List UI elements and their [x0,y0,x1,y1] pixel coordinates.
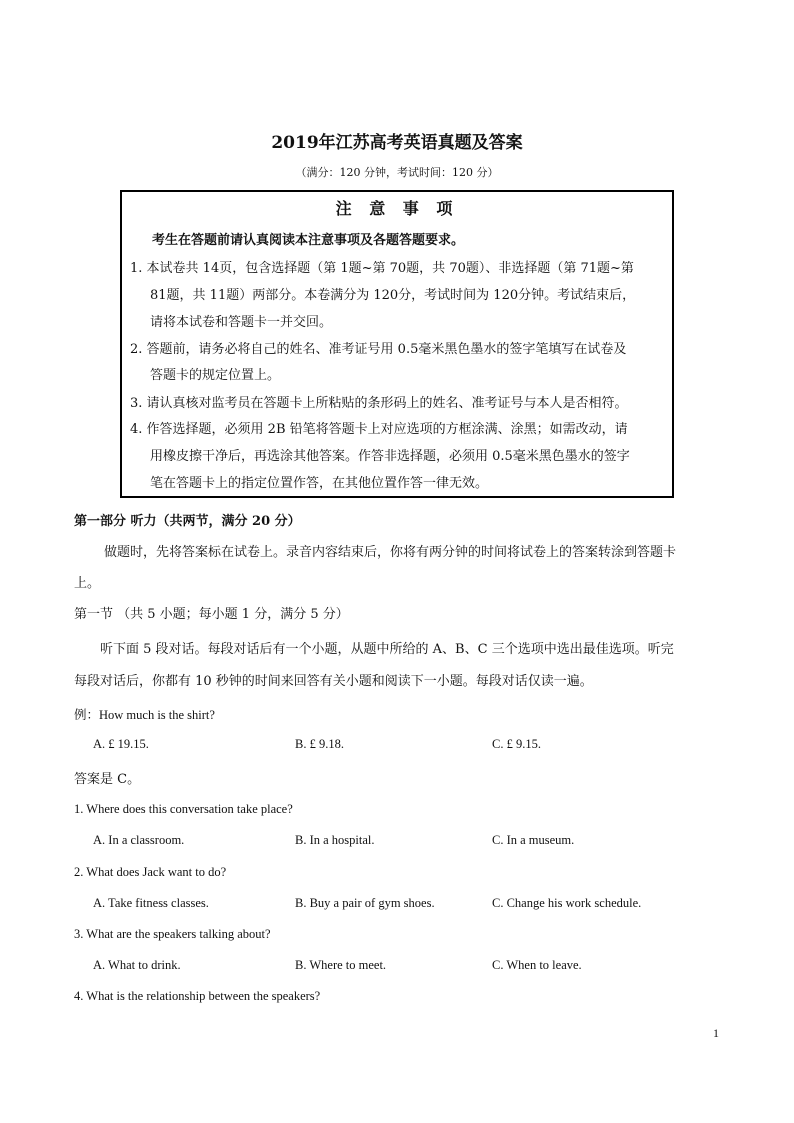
page-subtitle: （满分：120 分钟，考试时间：120 分） [295,166,499,179]
notice-line: 4. 作答选择题，必须用 2B 铅笔将答题卡上对应选项的方框涂满、涂黑；如需改动，请 [130,422,628,437]
question-3-option-c: C. When to leave. [492,958,582,972]
question-4: 4. What is the relationship between the speakers? [74,989,321,1003]
notice-line: 2. 答题前，请务必将自己的姓名、准考证号用 0.5毫米黑色墨水的签字笔填写在试卷及 [130,342,627,357]
question-2: 2. What does Jack want to do? [74,865,227,879]
question-1-option-b: B. In a hospital. [295,833,375,847]
notice-box [120,190,674,498]
example-option-c: C. £ 9.15. [492,737,541,751]
part1-intro-line: 上。 [74,576,101,591]
part1-heading: 第一部分 听力（共两节，满分 20 分） [74,514,301,529]
notice-line: 1. 本试卷共 14页，包含选择题（第 1题~第 70题，共 70题）、非选择题（第 71题~第 [130,261,634,276]
question-2-option-c: C. Change his work schedule. [492,896,642,910]
page-title: 2019年江苏高考英语真题及答案 [271,133,523,153]
notice-title: 注 意 事 项 [335,199,459,218]
question-3-option-a: A. What to drink. [93,958,181,972]
question-1-option-a: A. In a classroom. [93,833,185,847]
notice-line: 答题卡的规定位置上。 [150,368,281,383]
notice-line: 3. 请认真核对监考员在答题卡上所粘贴的条形码上的姓名、准考证号与本人是否相符。 [130,396,628,411]
question-1-option-c: C. In a museum. [492,833,575,847]
example-prompt: 例：How much is the shirt? [74,708,215,722]
question-2-option-a: A. Take fitness classes. [93,896,209,910]
question-3: 3. What are the speakers talking about? [74,927,271,941]
question-3-option-b: B. Where to meet. [295,958,387,972]
section1-intro-line: 每段对话后，你都有 10 秒钟的时间来回答有关小题和阅读下一小题。每段对话仅读一遍。 [74,674,593,689]
question-1: 1. Where does this conversation take place? [74,802,293,816]
part1-intro-line: 做题时，先将答案标在试卷上。录音内容结束后，你将有两分钟的时间将试卷上的答案转涂到答题卡 [104,545,677,560]
example-answer: 答案是 C。 [74,772,141,787]
section1-heading: 第一节 （共 5 小题；每小题 1 分，满分 5 分） [74,607,349,622]
notice-intro: 考生在答题前请认真阅读本注意事项及各题答题要求。 [152,233,465,248]
example-option-a: A. £ 19.15. [93,737,149,751]
notice-line: 请将本试卷和答题卡一并交回。 [150,315,333,330]
notice-line: 用橡皮擦干净后，再选涂其他答案。作答非选择题，必须用 0.5毫米黑色墨水的签字 [150,449,630,464]
page-number: 1 [713,1026,719,1040]
section1-intro-line: 听下面 5 段对话。每段对话后有一个小题，从题中所给的 A、B、C 三个选项中选出最佳选项。听完 [100,642,674,657]
notice-line: 笔在答题卡上的指定位置作答，在其他位置作答一律无效。 [150,476,489,491]
example-option-b: B. £ 9.18. [295,737,344,751]
notice-line: 81题，共 11题）两部分。本卷满分为 120分，考试时间为 120分钟。考试结束后， [150,288,636,303]
question-2-option-b: B. Buy a pair of gym shoes. [295,896,435,910]
